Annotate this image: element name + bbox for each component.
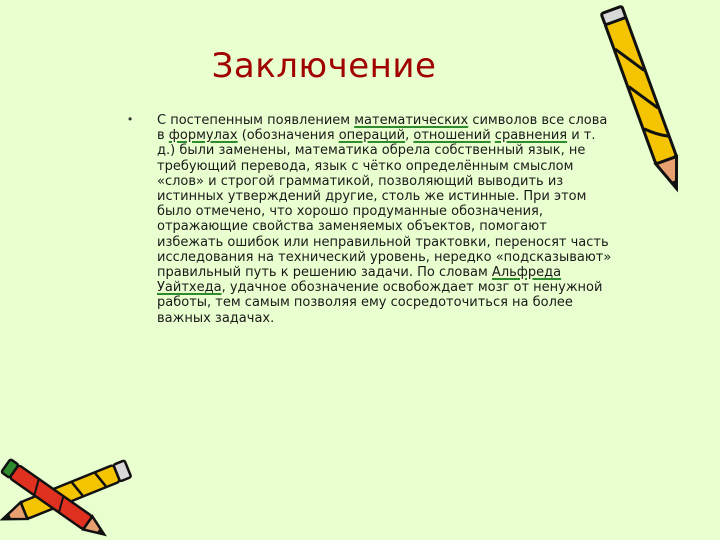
bullet-marker: • <box>128 112 133 126</box>
slide-title: Заключение <box>211 46 437 86</box>
paragraph-text: , <box>405 128 414 144</box>
crossed-pencils-icon <box>0 430 150 540</box>
paragraph-text: (обозначения <box>237 128 339 144</box>
term-link[interactable]: отношений <box>413 128 491 144</box>
term-link[interactable]: сравнения <box>494 128 568 144</box>
term-link[interactable]: формулах <box>168 128 238 144</box>
term-link[interactable]: математических <box>354 113 469 128</box>
pencil-icon <box>590 0 700 205</box>
paragraph-text: С постепенным появлением <box>157 113 355 128</box>
body-paragraph <box>157 113 615 326</box>
paragraph-text: символов все слова в <box>157 113 608 144</box>
term-link[interactable]: операций <box>338 128 406 144</box>
paragraph-text: и т. д.) были заменены, математика обрела собственный язык, не требующий перевода, язык с чётко определённым смыслом «слов» и строгой грамматикой, позволяющий выводить из истинных утверждений другие, столь же истинные. При этом было отмечено, что хорошо продуманные обозначения, отражающие свойства заменяемых объектов, помогают избежать ошибок или неправильной трактовки, переносят часть исследования на технический уровень, нередко «подсказывают» правильный путь к решению задачи. По словам <box>157 128 612 281</box>
term-link[interactable]: Альфреда Уайтхеда <box>157 265 562 296</box>
paragraph-text: , удачное обозначение освобождает мозг от ненужной работы, тем самым позволяя ему сосредоточиться на более важных задачах. <box>157 280 603 326</box>
